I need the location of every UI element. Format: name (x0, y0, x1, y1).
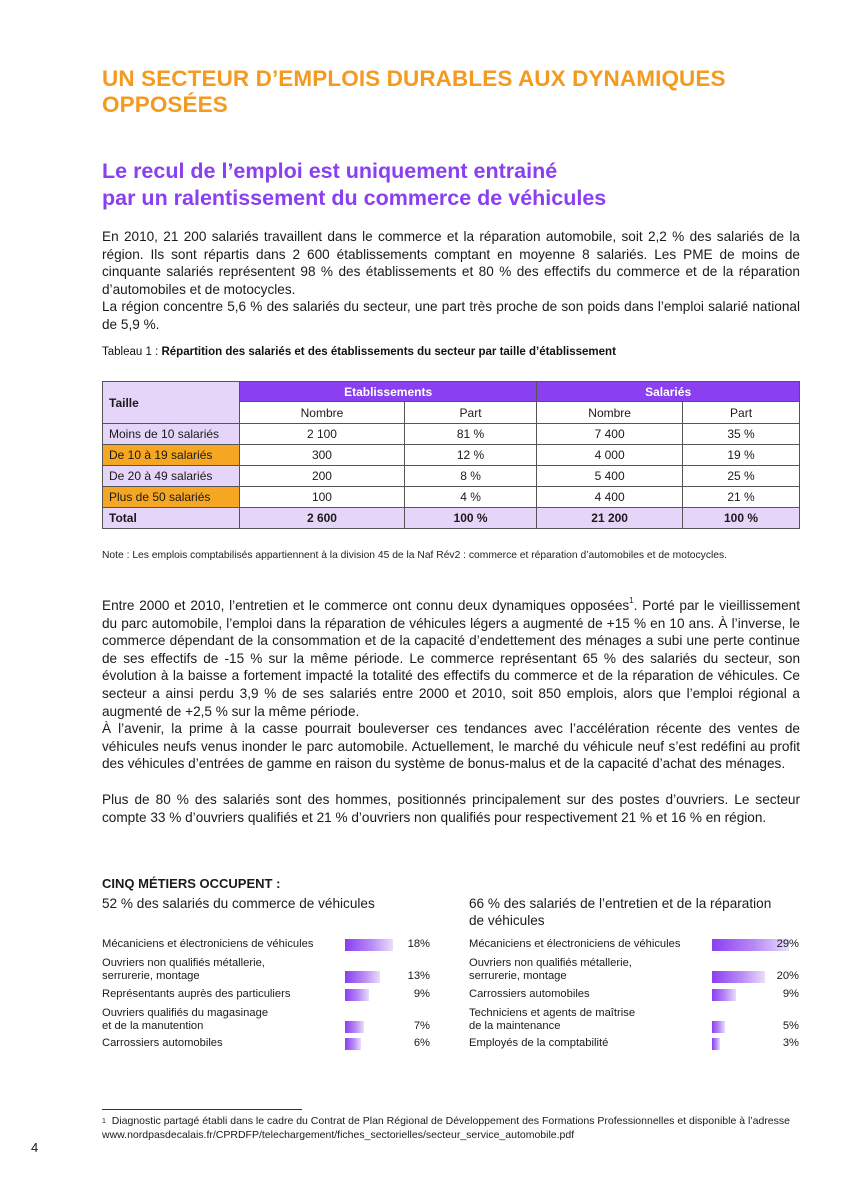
section-title: UN SECTEUR D’EMPLOIS DURABLES AUX DYNAMIQUES OPPOSÉES (102, 66, 726, 117)
metier-label-line: Techniciens et agents de maîtrise (469, 1007, 636, 1019)
cell-etab-nombre: 300 (240, 445, 405, 466)
row-label: Moins de 10 salariés (103, 424, 240, 445)
metier-row (102, 921, 430, 951)
metier-percent: 29% (776, 938, 799, 950)
cell-etab-nombre: 2 100 (240, 424, 405, 445)
metier-label (469, 1037, 709, 1050)
subsection-title (102, 158, 742, 212)
body-text (102, 597, 800, 826)
row-label: De 10 à 19 salariés (103, 445, 240, 466)
footnote-mark: 1 (102, 1118, 106, 1125)
subheader-sal-nombre: Nombre (537, 402, 683, 424)
metier-row (469, 1020, 799, 1050)
metier-row (469, 921, 799, 951)
metier-percent: 20% (776, 970, 799, 982)
metier-row (102, 971, 430, 1001)
metier-label-line: Carrossiers automobiles (102, 1037, 223, 1049)
metier-label-line: Carrossiers automobiles (469, 988, 590, 1000)
cell-etab-part: 81 % (404, 424, 536, 445)
metier-row (102, 1020, 430, 1050)
metier-label-line: Employés de la comptabilité (469, 1037, 609, 1049)
cell-etab-nombre: 100 (240, 487, 405, 508)
cell-sal-part: 35 % (683, 424, 800, 445)
row-label: Plus de 50 salariés (103, 487, 240, 508)
table-row (103, 487, 800, 508)
intro-text (102, 228, 800, 334)
metier-bar (345, 1038, 361, 1050)
subheader-etab-part: Part (404, 402, 536, 424)
metier-bar (712, 1038, 720, 1050)
footnote-divider (102, 1109, 302, 1110)
right-title-line-1: 66 % des salariés de l’entretien et de la réparation (469, 896, 772, 911)
footnote (102, 1115, 802, 1142)
subtitle-line-1: Le recul de l’emploi est uniquement entrainé (102, 159, 558, 183)
metier-label (469, 988, 709, 1001)
metier-percent: 5% (782, 1020, 799, 1032)
row-label: De 20 à 49 salariés (103, 466, 240, 487)
right-title-line-2: de véhicules (469, 913, 545, 928)
metier-label-line: serrurerie, montage (469, 970, 567, 982)
metier-bar (712, 989, 736, 1001)
metier-label-line: Ouvriers non qualifiés métallerie, (102, 957, 265, 969)
intro-paragraph-1: En 2010, 21 200 salariés travaillent dans le commerce et la réparation automobile, soit 2,2 % des salariés de la région. Ils sont répartis dans 2 600 établissements comptant en moyenne 8 salariés. Les PME de moins de cinquante salariés représentent 98 % des établissements et 80 % des effectifs du commerce et de la réparation d’automobiles et de motocycles. (102, 229, 800, 297)
footnote-reference: 1 (629, 596, 634, 605)
table-row (103, 424, 800, 445)
group-header-salaries: Salariés (537, 382, 800, 402)
cell-sal-nombre: 4 000 (537, 445, 683, 466)
metier-percent: 18% (407, 938, 430, 950)
metier-label-line: Mécaniciens et électroniciens de véhicules (469, 938, 681, 950)
table-total-row (103, 508, 800, 529)
total-etab-part: 100 % (404, 508, 536, 529)
total-sal-nombre: 21 200 (537, 508, 683, 529)
total-label: Total (103, 508, 240, 529)
total-sal-part: 100 % (683, 508, 800, 529)
body-paragraph-1 (102, 597, 800, 720)
table-row (103, 466, 800, 487)
body-p1-rest: . Porté par le vieillissement du parc automobile, l’emploi dans la réparation de véhicules légers a augmenté de +15 % en 10 ans. À l’inverse, le commerce dépendant de la consommation et de la capacité d’endettement des ménages a subi une perte continue de ses effectifs de -15 % sur la même période. Le commerce représentant 65 % des salariés du secteur, son évolution à la baisse a fortement impacté la totalité des effectifs du commerce et de la réparation de véhicules. Ce secteur a ainsi perdu 3,9 % de ses salariés entre 2000 et 2010, soit 850 emplois, alors que l’emploi régional a augmenté de +2,5 % sur la même période. (102, 598, 800, 719)
metier-percent: 9% (782, 988, 799, 1000)
metier-bar (345, 989, 369, 1001)
table-note: Note : Les emplois comptabilisés appartiennent à la division 45 de la Naf Rév2 : commerce et réparation d’automobiles et de motocycles. (102, 550, 728, 561)
metier-percent: 7% (413, 1020, 430, 1032)
cell-sal-nombre: 5 400 (537, 466, 683, 487)
subtitle-line-2: par un ralentissement du commerce de véhicules (102, 186, 607, 210)
metier-label-line: Représentants auprès des particuliers (102, 988, 291, 1000)
cell-sal-part: 21 % (683, 487, 800, 508)
metiers-heading: CINQ MÉTIERS OCCUPENT : (102, 876, 281, 891)
cell-sal-part: 19 % (683, 445, 800, 466)
cell-etab-part: 12 % (404, 445, 536, 466)
subheader-sal-part: Part (683, 402, 800, 424)
table-caption-prefix: Tableau 1 : (102, 346, 162, 358)
intro-paragraph-2: La région concentre 5,6 % des salariés du secteur, une part très proche de son poids dans l’emploi salarié national de 5,9 %. (102, 299, 800, 332)
cell-sal-part: 25 % (683, 466, 800, 487)
metier-label-line: serrurerie, montage (102, 970, 200, 982)
metier-percent: 3% (782, 1037, 799, 1049)
metier-row (469, 971, 799, 1001)
metier-percent: 9% (413, 988, 430, 1000)
metier-label (102, 938, 342, 951)
metier-label-line: Ouvriers non qualifiés métallerie, (469, 957, 632, 969)
metier-label (102, 1037, 342, 1050)
body-p1-start: Entre 2000 et 2010, l’entretien et le commerce ont connu deux dynamiques opposées (102, 598, 630, 613)
metiers-left-title: 52 % des salariés du commerce de véhicules (102, 896, 375, 911)
metier-label-line: de la maintenance (469, 1020, 561, 1032)
metier-percent: 6% (413, 1037, 430, 1049)
metier-label-line: et de la manutention (102, 1020, 204, 1032)
cell-sal-nombre: 7 400 (537, 424, 683, 445)
metier-label-line: Ouvriers qualifiés du magasinage (102, 1007, 269, 1019)
table-caption-title: Répartition des salariés et des établissements du secteur par taille d’établissement (161, 346, 616, 358)
metier-label (469, 938, 709, 951)
page-number: 4 (31, 1140, 39, 1155)
cell-sal-nombre: 4 400 (537, 487, 683, 508)
table-row (103, 445, 800, 466)
metier-bar (345, 939, 393, 951)
table-caption (102, 346, 616, 358)
footnote-text: Diagnostic partagé établi dans le cadre du Contrat de Plan Régional de Développement des Formations Professionnelles et disponible à l’adresse www.nordpasdecalais.fr/CPRDFP/telechargement/fiches_sectorielles/secteur_service_automobile.pdf (102, 1115, 790, 1141)
metier-percent: 13% (407, 970, 430, 982)
cell-etab-nombre: 200 (240, 466, 405, 487)
column-header-taille: Taille (103, 382, 240, 424)
metier-label-line: Mécaniciens et électroniciens de véhicules (102, 938, 314, 950)
metier-label (102, 988, 342, 1001)
body-paragraph-2: À l’avenir, la prime à la casse pourrait bouleverser ces tendances avec l’accélération récente des ventes de véhicules neufs venus inonder le parc automobile. Actuellement, le marché du véhicule neuf s’est redéfini au profit des véhicules d’entrées de gamme en raison du système de bonus-malus et de la capacité d’achat des ménages. (102, 721, 800, 772)
total-etab-nombre: 2 600 (240, 508, 405, 529)
distribution-table (102, 381, 800, 529)
group-header-etablissements: Etablissements (240, 382, 537, 402)
body-paragraph-3: Plus de 80 % des salariés sont des hommes, positionnés principalement sur des postes d’ouvriers. Le secteur compte 33 % d’ouvriers qualifiés et 21 % d’ouvriers non qualifiés pour respectivement 21 % et 16 % en région. (102, 791, 800, 825)
subheader-etab-nombre: Nombre (240, 402, 405, 424)
cell-etab-part: 8 % (404, 466, 536, 487)
cell-etab-part: 4 % (404, 487, 536, 508)
